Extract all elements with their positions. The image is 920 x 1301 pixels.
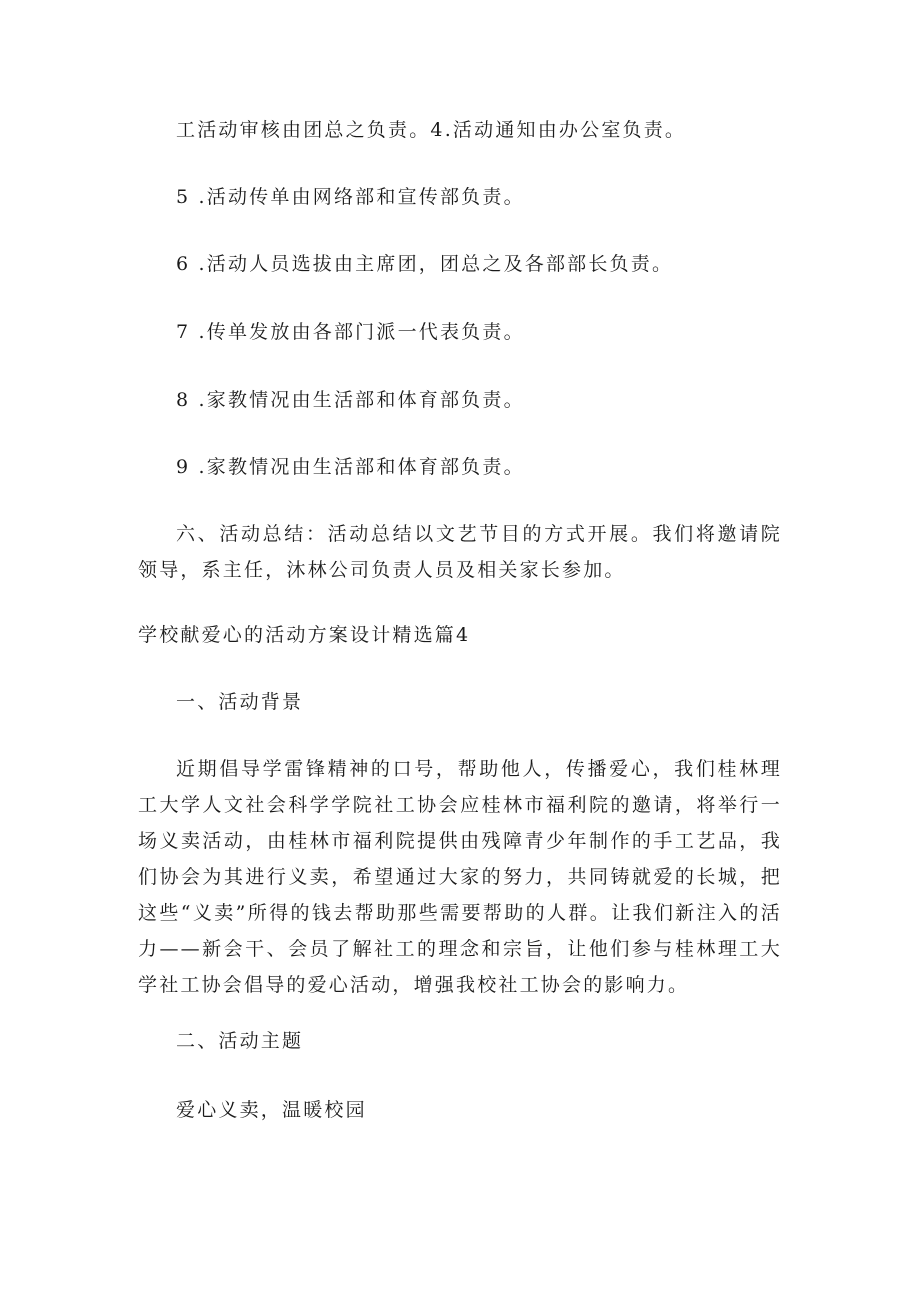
text-line-continuation: 工活动审核由团总之负责。4.活动通知由办公室负责。 xyxy=(176,119,687,141)
summary-paragraph: 六、活动总结：活动总结以文艺节目的方式开展。我们将邀请院领导，系主任，沐林公司负责人员及相关家长参加。 xyxy=(138,523,782,581)
list-item-7: 7 .传单发放由各部门派一代表负责。 xyxy=(176,321,525,343)
theme-text: 爱心义卖，温暖校园 xyxy=(176,1099,367,1121)
list-item-5: 5 .活动传单由网络部和宣传部负责。 xyxy=(176,186,525,208)
heading-theme: 二、活动主题 xyxy=(176,1030,304,1052)
section-title: 学校献爱心的活动方案设计精选篇4 xyxy=(138,624,471,646)
background-paragraph: 近期倡导学雷锋精神的口号，帮助他人，传播爱心，我们桂林理工大学人文社会科学学院社工协会应桂林市福利院的邀请，将举行一场义卖活动，由桂林市福利院提供由残障青少年制作的手工艺品，我们协会为其进行义卖，希望通过大家的努力，共同铸就爱的长城，把这些“义卖”所得的钱去帮助那些需要帮助的人群。让我们新注入的活力——新会干、会员了解社工的理念和宗旨，让他们参与桂林理工大学社工协会倡导的爱心活动，增强我校社工协会的影响力。 xyxy=(138,758,782,996)
list-item-8: 8 .家教情况由生活部和体育部负责。 xyxy=(176,389,525,411)
list-item-6: 6 .活动人员选拔由主席团，团总之及各部部长负责。 xyxy=(176,253,674,275)
heading-background: 一、活动背景 xyxy=(176,691,304,713)
list-item-9: 9 .家教情况由生活部和体育部负责。 xyxy=(176,456,525,478)
